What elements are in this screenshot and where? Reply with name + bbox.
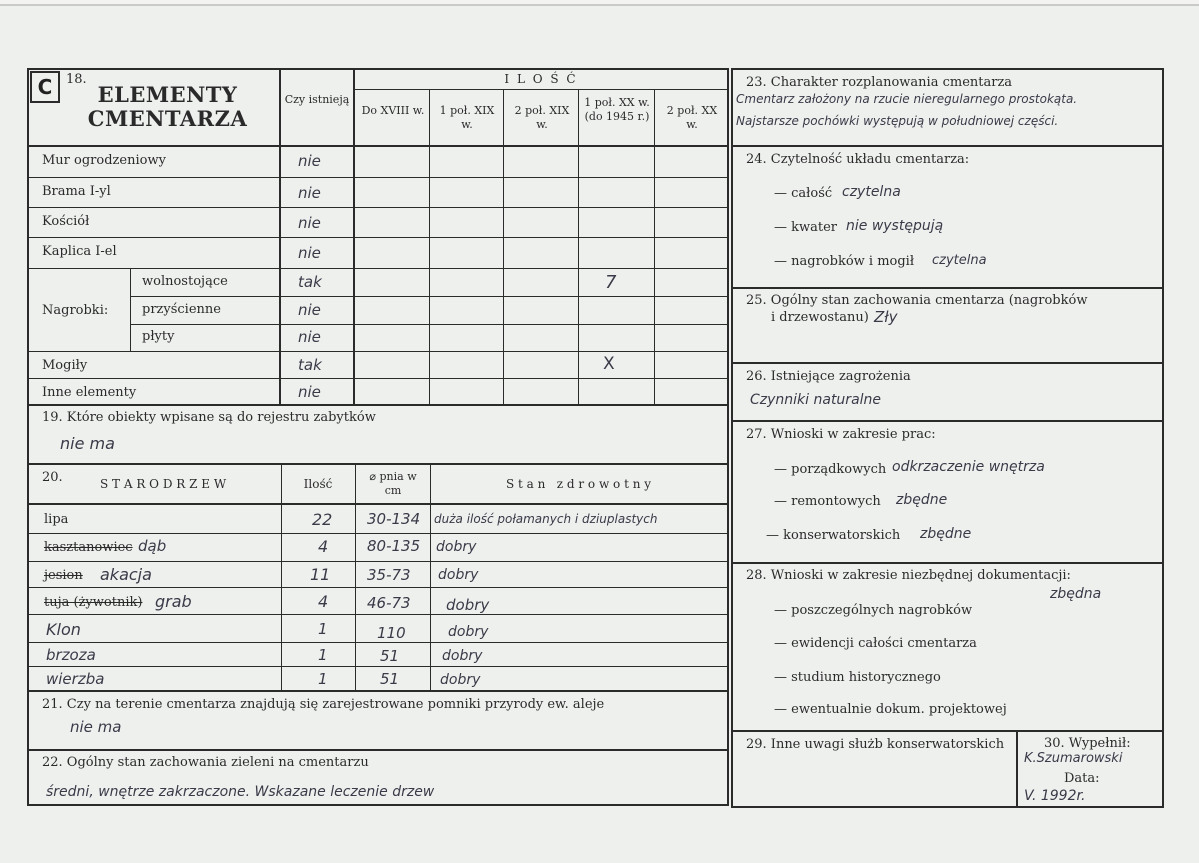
q30-name: K.Szumarowski [1024,751,1123,766]
tree-written-name: akacja [100,565,152,584]
q19-answer: nie ma [60,434,115,453]
grid-line [130,296,727,297]
tree-count: 11 [310,565,331,584]
q22-label: 22. Ogólny stan zachowania zieleni na cmentarzu [42,755,369,770]
q28-item: — studium historycznego [774,670,941,685]
tree-health: dobry [442,648,483,664]
tree-printed-name: lipa [44,512,69,527]
tree-count: 1 [318,646,328,664]
grid-line [1016,730,1018,808]
row-exists: nie [298,383,321,401]
row-label: Mogiły [42,358,88,373]
tree-written-name: wierzba [46,670,105,688]
row-label: przyścienne [142,302,221,317]
row-exists: nie [298,214,321,232]
frame-line [727,68,729,806]
tree-printed-name: jesion [44,568,83,583]
q23-label: 23. Charakter rozplanowania cmentarza [746,75,1013,90]
q30-date: V. 1992r. [1024,788,1086,804]
q24-item-label: — nagrobków i mogił [774,254,915,269]
tree-written-name: grab [155,592,192,611]
grid-line [503,89,504,404]
grid-line [731,562,1164,564]
q25-label-line1: 25. Ogólny stan zachowania cmentarza (nagrobków [746,293,1088,308]
q22-answer: średni, wnętrze zakrzaczone. Wskazane leczenie drzew [46,784,435,800]
grid-line [27,351,727,352]
grid-line [731,362,1164,364]
q23-answer-line1: Cmentarz założony na rzucie nieregularnego prostokąta. [736,92,1078,106]
grid-line [27,561,727,562]
q27-item-label: — konserwatorskich [766,528,901,543]
q30-date-label: Data: [1064,771,1100,786]
q20-col-pnia: ⌀ pnia w cm [369,470,417,497]
grid-line [279,68,281,404]
tree-health: dobry [440,672,481,688]
tree-printed-name: tuja (żywotnik) [44,595,143,610]
row-exists: tak [298,356,322,374]
grid-line [27,237,727,238]
grid-line [353,68,355,404]
tree-count: 1 [318,670,328,688]
grid-line [27,503,729,505]
frame-line [731,68,733,808]
grid-line [27,404,729,406]
tree-diameter: 110 [377,624,406,642]
grid-line [27,145,729,147]
q20-number: 20. [42,470,63,485]
tree-diameter: 80-135 [367,537,421,555]
tree-count: 4 [318,537,329,556]
grid-line [731,287,1164,289]
grid-line [27,690,729,692]
q20-col-stan: S t a n z d r o w o t n y [505,477,652,491]
col-period-5: 2 poł. XX w. [666,104,718,131]
q20-header: S T A R O D R Z E W [100,477,227,491]
tree-health: dobry [446,596,490,614]
tree-written-name: dąb [138,537,167,555]
grid-line [27,177,727,178]
grid-line [578,89,579,404]
grid-line [731,420,1164,422]
q29-label: 29. Inne uwagi służb konserwatorskich [746,737,1005,752]
row-label: Kaplica I-el [42,244,117,259]
row-exists: tak [298,273,322,291]
row-exists: nie [298,184,321,202]
col-period-4: 1 poł. XX w. (do 1945 r.) [584,96,650,123]
q27-item-answer: zbędne [920,526,972,542]
q28-item: — ewentualnie dokum. projektowej [774,702,1007,717]
grid-line [27,378,727,379]
grid-line [27,749,729,751]
row-label: Inne elementy [42,385,137,400]
q27-item-label: — remontowych [774,494,881,509]
nagrobki-label: Nagrobki: [42,303,109,318]
grid-line [27,207,727,208]
grid-line [731,730,1164,732]
frame-line [27,804,729,806]
tree-health: dobry [438,567,479,583]
q19-label: 19. Które obiekty wpisane są do rejestru zabytków [42,410,376,425]
row-label: Kościół [42,214,90,229]
q28-label: 28. Wnioski w zakresie niezbędnej dokumentacji: [746,568,1071,583]
col-period-2: 1 poł. XIX w. [439,104,495,131]
grid-line [27,642,727,643]
grid-line [27,614,727,615]
grid-line [27,533,727,534]
q28-item: — poszczególnych nagrobków [774,603,973,618]
row-exists: nie [298,328,321,346]
tree-written-name: Klon [46,620,81,639]
row-label: Brama I-yl [42,184,111,199]
tree-printed-name: kasztanowiec [44,540,133,555]
frame-line [1162,68,1164,808]
tree-diameter: 51 [380,647,400,665]
frame-line [27,68,729,70]
grid-line [130,268,131,351]
q27-item-answer: zbędne [896,492,948,508]
section-title-line2: CMENTARZA [87,106,248,131]
q27-label: 27. Wnioski w zakresie prac: [746,427,936,442]
q24-item-answer: nie występują [846,218,944,234]
q24-item-label: — całość [774,186,833,201]
grid-line [27,587,727,588]
tree-written-name: brzoza [46,646,96,664]
grid-line [281,463,282,690]
q28-item: — ewidencji całości cmentarza [774,636,977,651]
tree-count: 4 [318,592,329,611]
tree-diameter: 35-73 [367,566,411,584]
q24-item-answer: czytelna [842,184,901,200]
row-mark: 7 [605,272,617,293]
row-mark: X [603,354,615,374]
grid-line [27,463,729,465]
q20-col-ilosc: Ilość [303,477,333,491]
section-letter: C [37,75,53,99]
inventory-card [0,4,1199,863]
tree-diameter: 30-134 [367,510,421,528]
row-label: wolnostojące [142,274,228,289]
grid-line [355,89,727,90]
q27-item-label: — porządkowych [774,462,887,477]
grid-line [27,666,727,667]
section-number: 18. [66,72,87,87]
grid-line [130,324,727,325]
tree-health: duża ilość połamanych i dziuplastych [434,512,658,526]
tree-diameter: 46-73 [367,594,411,612]
q21-answer: nie ma [70,718,122,736]
tree-diameter: 51 [380,670,400,688]
grid-line [355,463,356,690]
row-exists: nie [298,301,321,319]
q21-label: 21. Czy na terenie cmentarza znajdują się zarejestrowane pomniki przyrody ew. aleje [42,697,605,712]
row-label: Mur ogrodzeniowy [42,153,166,168]
grid-line [731,145,1164,147]
q24-item-answer: czytelna [932,253,987,268]
q25-label-line2: i drzewostanu) [771,310,869,325]
section-title-line1: ELEMENTY [97,82,238,107]
q28-answer: zbędna [1050,586,1102,602]
tree-count: 1 [318,620,328,638]
frame-line [27,68,29,806]
q26-label: 26. Istniejące zagrożenia [746,369,911,384]
frame-line [731,68,1164,70]
grid-line [27,268,727,269]
row-label: płyty [142,329,175,344]
q24-item-label: — kwater [774,220,838,235]
frame-line [731,806,1164,808]
col-period-3: 2 poł. XIX w. [514,104,570,131]
tree-count: 22 [312,510,333,529]
tree-health: dobry [448,624,489,640]
ilosc-header: I L O Ś Ć [504,72,578,86]
grid-line [430,463,431,690]
q27-item-answer: odkrzaczenie wnętrza [892,459,1045,475]
section-title [60,83,275,131]
q30-label: 30. Wypełnił: [1044,736,1131,751]
q23-answer-line2: Najstarsze pochówki występują w południowej części. [736,114,1059,128]
q26-answer: Czynniki naturalne [750,392,882,408]
row-exists: nie [298,244,321,262]
col-period-1: Do XVIII w. [361,104,425,117]
col-exists-header: Czy istnieją [284,93,350,106]
tree-health: dobry [436,539,477,555]
grid-line [429,89,430,404]
grid-line [654,89,655,404]
section-letter-box [30,71,60,103]
q24-label: 24. Czytelność układu cmentarza: [746,152,970,167]
q25-answer: Zły [874,308,898,326]
row-exists: nie [298,152,321,170]
